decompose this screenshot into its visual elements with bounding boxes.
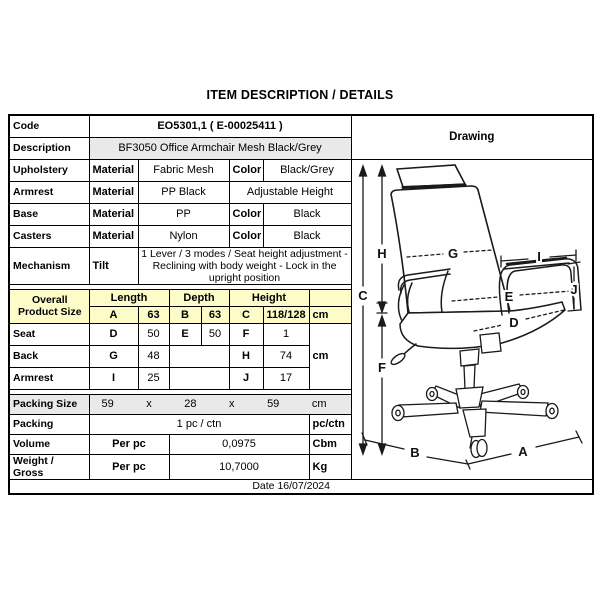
back-empty bbox=[169, 345, 229, 367]
size-label: Overall Product Size bbox=[9, 289, 89, 323]
drawing-cell bbox=[351, 159, 593, 479]
drawing-header: Drawing bbox=[351, 115, 593, 159]
volume-unit: Cbm bbox=[309, 434, 351, 454]
dim-label-c: C bbox=[357, 287, 368, 303]
size-b-value: 63 bbox=[201, 306, 229, 323]
size-unit: cm bbox=[309, 306, 351, 323]
base-label: Base bbox=[9, 203, 89, 225]
packing-label: Packing bbox=[9, 414, 89, 434]
size-height-header: Height bbox=[229, 289, 309, 306]
code-label: Code bbox=[9, 115, 89, 137]
page-title: ITEM DESCRIPTION / DETAILS bbox=[206, 88, 394, 102]
dim-line-c bbox=[359, 166, 366, 454]
base-color-value: Black bbox=[263, 203, 351, 225]
casters-color-value: Black bbox=[263, 225, 351, 247]
code-value: EO5301,1 ( E-00025411 ) bbox=[89, 115, 351, 137]
back-g-key: G bbox=[89, 345, 138, 367]
size-c-key: C bbox=[229, 306, 263, 323]
mechanism-box bbox=[480, 333, 501, 353]
armrest-i-key: I bbox=[89, 367, 138, 389]
dim-label-a: A bbox=[517, 443, 528, 459]
volume-label: Volume bbox=[9, 434, 89, 454]
casters-material-key: Material bbox=[89, 225, 138, 247]
dim-label-h: H bbox=[376, 245, 387, 261]
armrest-material-value: PP Black bbox=[138, 181, 229, 203]
row-code bbox=[9, 115, 593, 137]
seat-d-key: D bbox=[89, 323, 138, 345]
upholstery-label: Upholstery bbox=[9, 159, 89, 181]
armrest-j-key: J bbox=[229, 367, 263, 389]
weight-value: 10,7000 bbox=[169, 454, 309, 479]
dim-label-g: G bbox=[447, 245, 458, 261]
spec-table bbox=[8, 114, 594, 495]
dim-label-j: J bbox=[569, 281, 578, 297]
packing-dim-1: 59 bbox=[101, 398, 114, 410]
casters-label: Casters bbox=[9, 225, 89, 247]
base-material-key: Material bbox=[89, 203, 138, 225]
description-value: BF3050 Office Armchair Mesh Black/Grey bbox=[89, 137, 351, 159]
armrest-label: Armrest bbox=[9, 181, 89, 203]
armrest-note: Adjustable Height bbox=[229, 181, 351, 203]
armrest-i-value: 25 bbox=[138, 367, 169, 389]
chair-drawing bbox=[352, 160, 592, 475]
packing-size-label: Packing Size bbox=[9, 394, 89, 414]
upholstery-material-key: Material bbox=[89, 159, 138, 181]
gas-cylinder bbox=[456, 349, 483, 408]
dim-line-f bbox=[378, 316, 385, 454]
volume-value: 0,0975 bbox=[169, 434, 309, 454]
date-value: Date 16/07/2024 bbox=[9, 479, 593, 494]
dim-line-h bbox=[377, 166, 387, 313]
upholstery-color-value: Black/Grey bbox=[263, 159, 351, 181]
size-span-unit: cm bbox=[309, 323, 351, 389]
packing-unit-cell: pc/ctn bbox=[309, 414, 351, 434]
mechanism-label: Mechanism bbox=[9, 247, 89, 284]
back-label: Back bbox=[9, 345, 89, 367]
size-depth-header: Depth bbox=[169, 289, 229, 306]
armrest-material-key: Material bbox=[89, 181, 138, 203]
weight-unit: Kg bbox=[309, 454, 351, 479]
packing-value: 1 pc / ctn bbox=[89, 414, 309, 434]
packing-sep-2: x bbox=[229, 398, 235, 410]
packing-dim-2: 28 bbox=[184, 398, 197, 410]
back-g-value: 48 bbox=[138, 345, 169, 367]
tilt-lever bbox=[389, 344, 416, 366]
packing-dim-3: 59 bbox=[267, 398, 280, 410]
dim-label-b: B bbox=[409, 444, 420, 460]
seat-e-key: E bbox=[169, 323, 201, 345]
mechanism-value: 1 Lever / 3 modes / Seat height adjustment - Reclining with body weight - Lock in the upright position bbox=[138, 247, 351, 284]
armrest-size-label: Armrest bbox=[9, 367, 89, 389]
dim-label-f: F bbox=[377, 359, 386, 375]
headrest bbox=[397, 165, 465, 188]
weight-per: Per pc bbox=[89, 454, 169, 479]
mechanism-type: Tilt bbox=[89, 247, 138, 284]
row-date bbox=[9, 479, 593, 494]
packing-size-value bbox=[89, 394, 351, 414]
row-upholstery bbox=[9, 159, 593, 181]
size-length-header: Length bbox=[89, 289, 169, 306]
packing-unit: cm bbox=[311, 398, 327, 410]
armrest-empty bbox=[169, 367, 229, 389]
seat-e-value: 50 bbox=[201, 323, 229, 345]
seat-f-value: 1 bbox=[263, 323, 309, 345]
size-header-empty bbox=[309, 289, 351, 306]
seat-label: Seat bbox=[9, 323, 89, 345]
size-c-value: 118/128 bbox=[263, 306, 309, 323]
dim-label-e: E bbox=[504, 288, 513, 304]
weight-label: Weight / Gross bbox=[9, 454, 89, 479]
casters-color-key: Color bbox=[229, 225, 263, 247]
base-color-key: Color bbox=[229, 203, 263, 225]
seat-f-key: F bbox=[229, 323, 263, 345]
dim-label-i: I bbox=[536, 248, 541, 264]
volume-per: Per pc bbox=[89, 434, 169, 454]
description-label: Description bbox=[9, 137, 89, 159]
upholstery-color-key: Color bbox=[229, 159, 263, 181]
back-h-value: 74 bbox=[263, 345, 309, 367]
casters-material-value: Nylon bbox=[138, 225, 229, 247]
armrest-j-value: 17 bbox=[263, 367, 309, 389]
size-a-value: 63 bbox=[138, 306, 169, 323]
size-b-key: B bbox=[169, 306, 201, 323]
upholstery-material-value: Fabric Mesh bbox=[138, 159, 229, 181]
dim-label-d: D bbox=[508, 314, 519, 330]
seat-d-value: 50 bbox=[138, 323, 169, 345]
packing-sep-1: x bbox=[146, 398, 152, 410]
back-h-key: H bbox=[229, 345, 263, 367]
base-material-value: PP bbox=[138, 203, 229, 225]
size-a-key: A bbox=[89, 306, 138, 323]
